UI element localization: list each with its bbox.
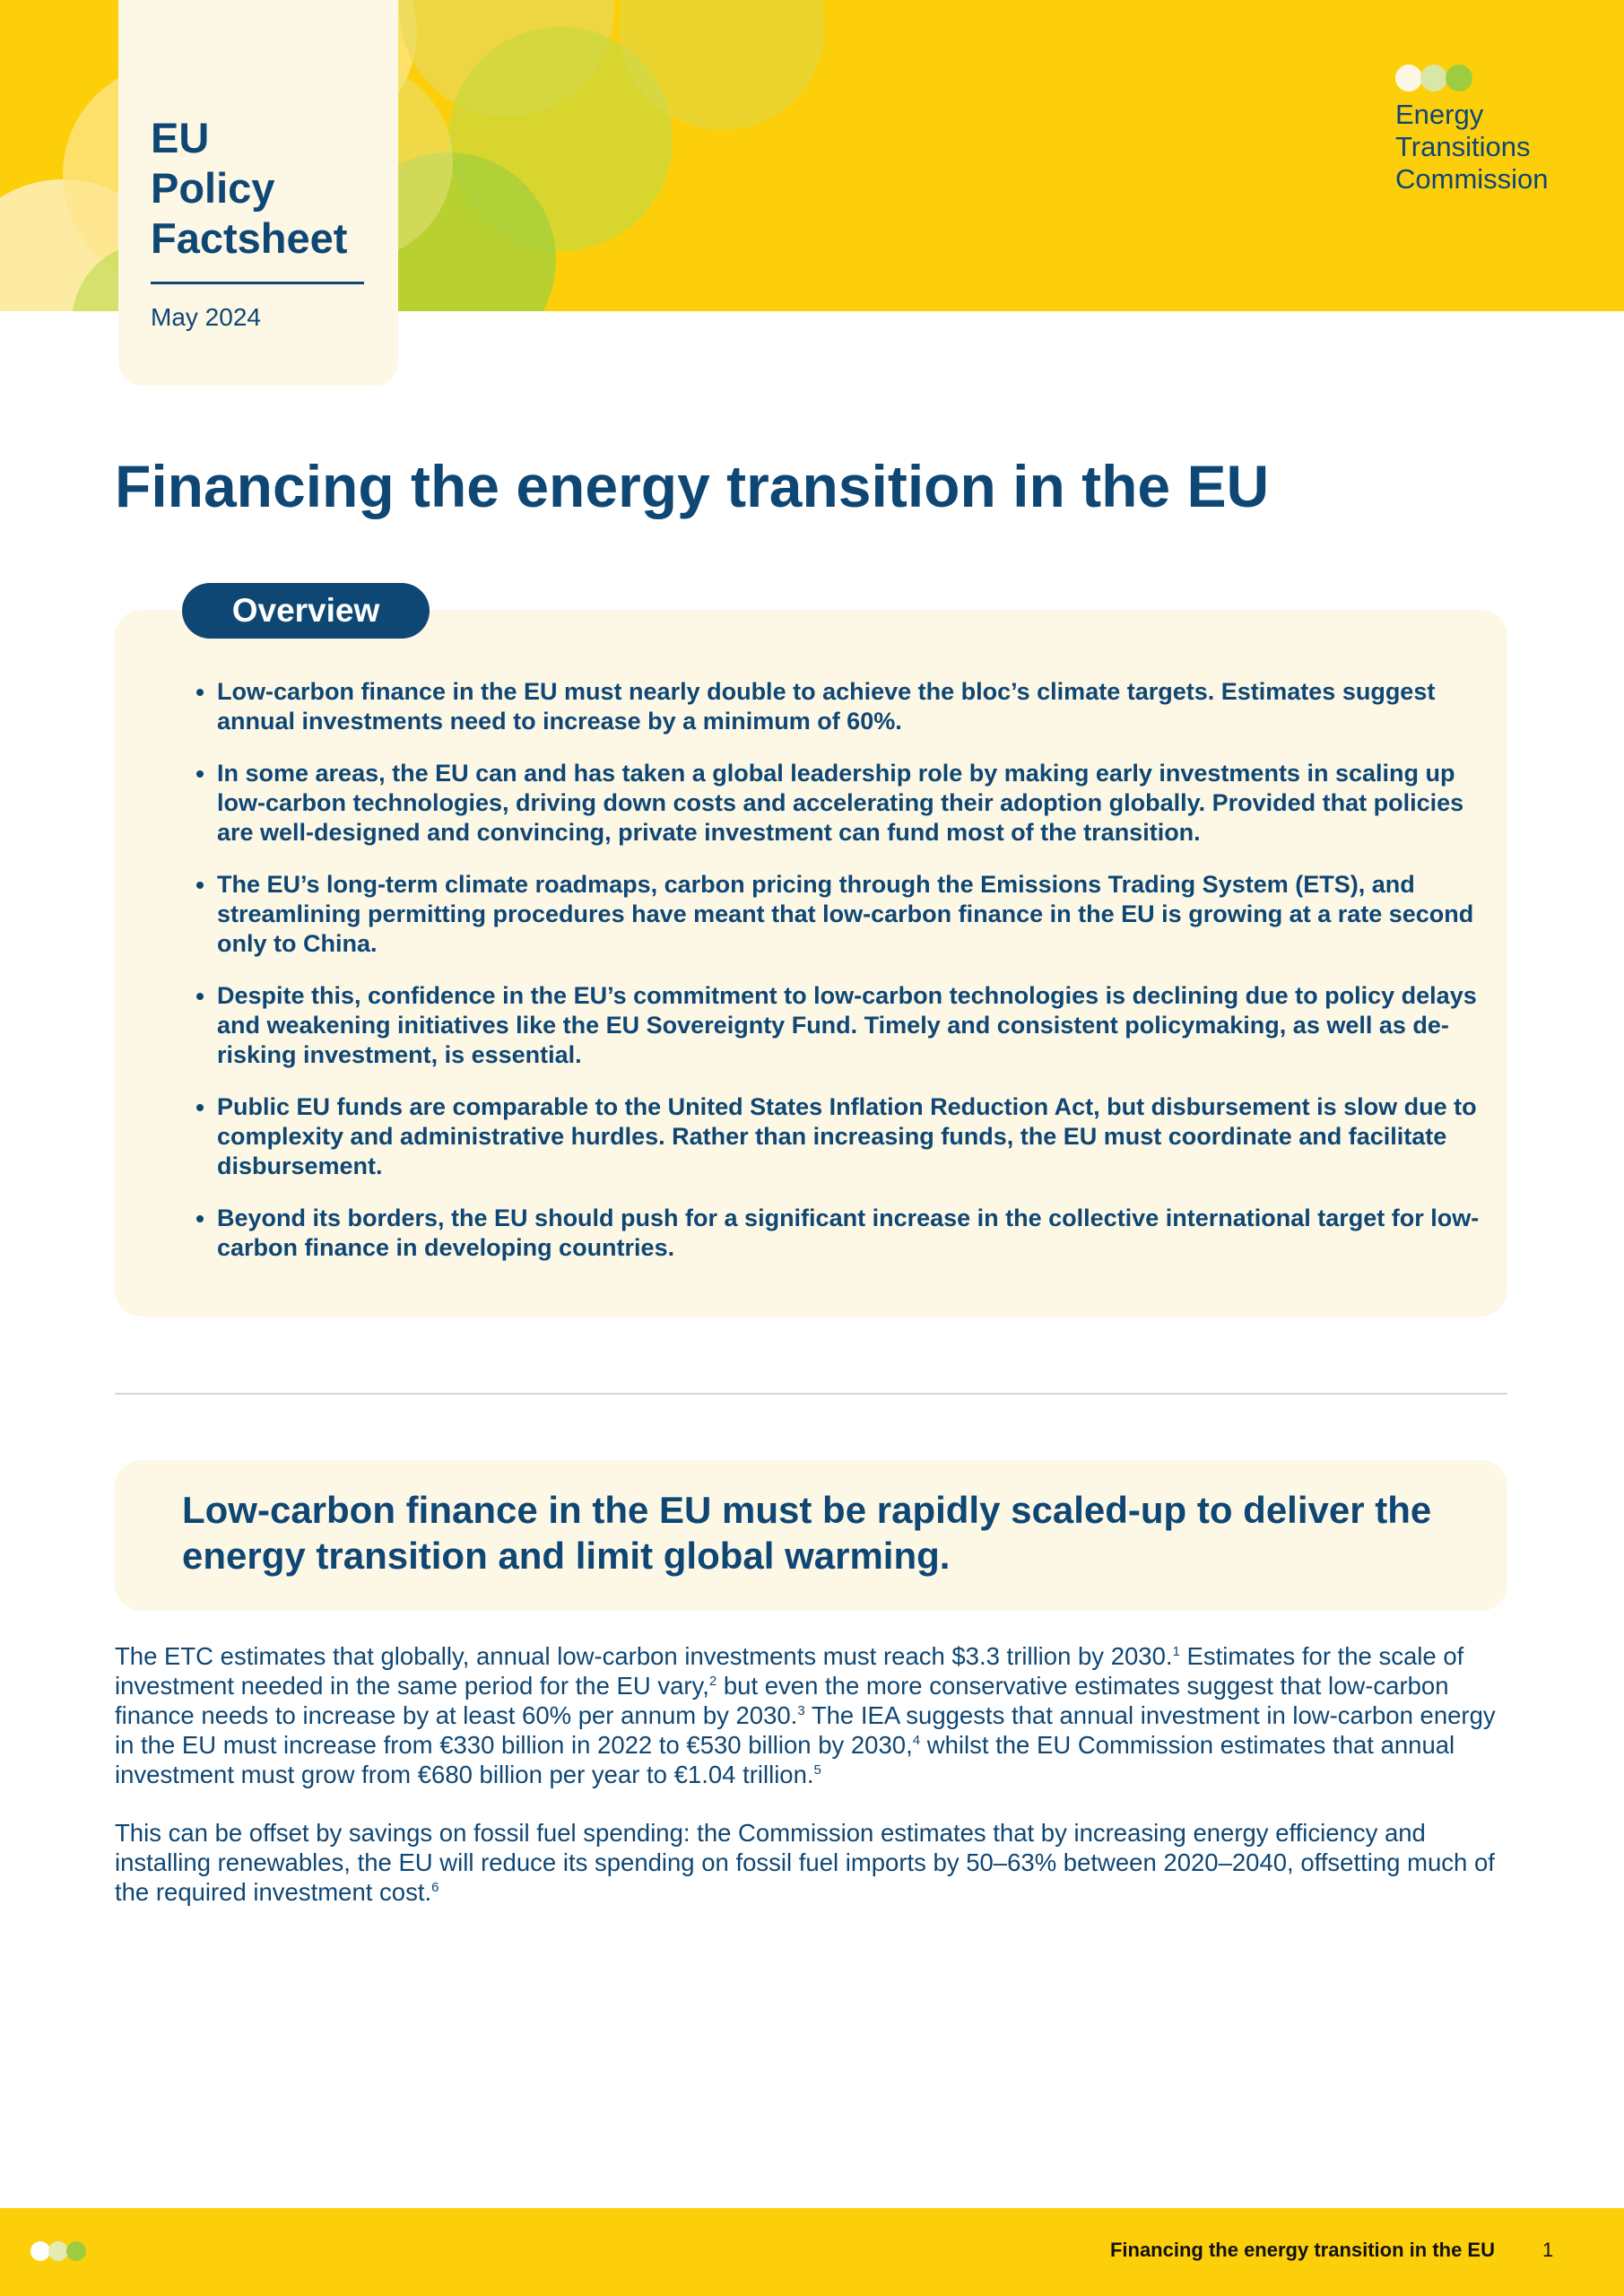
- callout-heading: Low-carbon finance in the EU must be rapidly scaled-up to deliver the energy transition and limit global warming.: [182, 1489, 1432, 1577]
- footnote-ref: 2: [708, 1673, 717, 1689]
- overview-label: Overview: [182, 583, 430, 639]
- body-text: Estimates for the scale of investment needed in the same period for the EU vary,: [115, 1642, 1464, 1700]
- page-number: 1: [1542, 2239, 1554, 2261]
- overview-bullet: • Beyond its borders, the EU should push for a significant increase in the collective international target for low-carbon finance in developing countries.: [217, 1204, 1499, 1263]
- footnote-ref: 1: [1172, 1643, 1180, 1659]
- etc-logo: [1395, 65, 1575, 196]
- overview-bullet: • Low-carbon finance in the EU must nearly double to achieve the bloc’s climate targets. Estimates suggest annual investments need to increase by a minimum of 60%.: [217, 677, 1499, 736]
- logo-line: Energy: [1395, 99, 1484, 130]
- factsheet-title: [151, 113, 384, 264]
- footnote-ref: 5: [813, 1761, 821, 1778]
- body-text: This can be offset by savings on fossil fuel spending: the Commission estimates that by increasing energy efficiency and installing renewables, the EU will reduce its spending on fossil fuel imports by 50–63% between 2020–2040, offsetting much of the required investment cost.: [115, 1819, 1495, 1906]
- title-underline: [151, 282, 364, 284]
- overview-bullet: • The EU’s long-term climate roadmaps, carbon pricing through the Emissions Trading System (ETS), and streamlining permitting procedures have meant that low-carbon finance in the EU is growing at a rate second only to China.: [217, 870, 1499, 959]
- overview-bullet: • Despite this, confidence in the EU’s commitment to low-carbon technologies is declining due to policy delays and weakening initiatives like the EU Sovereignty Fund. Timely and consistent policymaking, as well as de-risking investment, is essential.: [217, 981, 1499, 1070]
- body-paragraph-2: [115, 1818, 1514, 1907]
- publication-date: May 2024: [151, 303, 261, 331]
- logo-line: Commission: [1395, 163, 1549, 195]
- footer-logo-dots-icon: [30, 2241, 84, 2261]
- footnote-ref: 6: [431, 1879, 439, 1895]
- section-divider: [115, 1393, 1507, 1395]
- footer-document-title: Financing the energy transition in the EU: [1109, 2239, 1495, 2261]
- overview-bullet: • In some areas, the EU can and has taken a global leadership role by making early investments in scaling up low-carbon technologies, driving down costs and accelerating their adoption globally. Provided that policies are well-designed and convincing, private investment can fund most of the transition.: [217, 759, 1499, 848]
- overview-bullets: [179, 677, 1499, 1285]
- factsheet-title-line: Policy: [151, 164, 275, 212]
- footnote-ref: 4: [912, 1732, 921, 1748]
- factsheet-title-line: Factsheet: [151, 214, 348, 262]
- page-title: Financing the energy transition in the EU: [115, 453, 1270, 519]
- footnote-ref: 3: [797, 1702, 805, 1718]
- factsheet-title-line: EU: [151, 114, 210, 161]
- body-text: whilst the EU Commission estimates that annual investment must grow from €680 billion per year to €1.04 trillion.: [115, 1731, 1455, 1788]
- body-text: The ETC estimates that globally, annual low-carbon investments must reach $3.3 trillion by 2030.: [115, 1642, 1173, 1670]
- body-text: but even the more conservative estimates suggest that low-carbon finance needs to increase by at least 60% per annum by 2030.: [115, 1672, 1449, 1729]
- logo-line: Transitions: [1395, 131, 1531, 162]
- logo-text: [1395, 99, 1575, 196]
- logo-dots-icon: [1395, 65, 1575, 95]
- body-paragraph-1: [115, 1641, 1514, 1789]
- overview-bullet: • Public EU funds are comparable to the United States Inflation Reduction Act, but disbursement is slow due to complexity and administrative hurdles. Rather than increasing funds, the EU must coordinate and facilitate disbursement.: [217, 1092, 1499, 1181]
- body-text: The IEA suggests that annual investment in low-carbon energy in the EU must increase from €330 billion in 2022 to €530 billion by 2030,: [115, 1701, 1496, 1759]
